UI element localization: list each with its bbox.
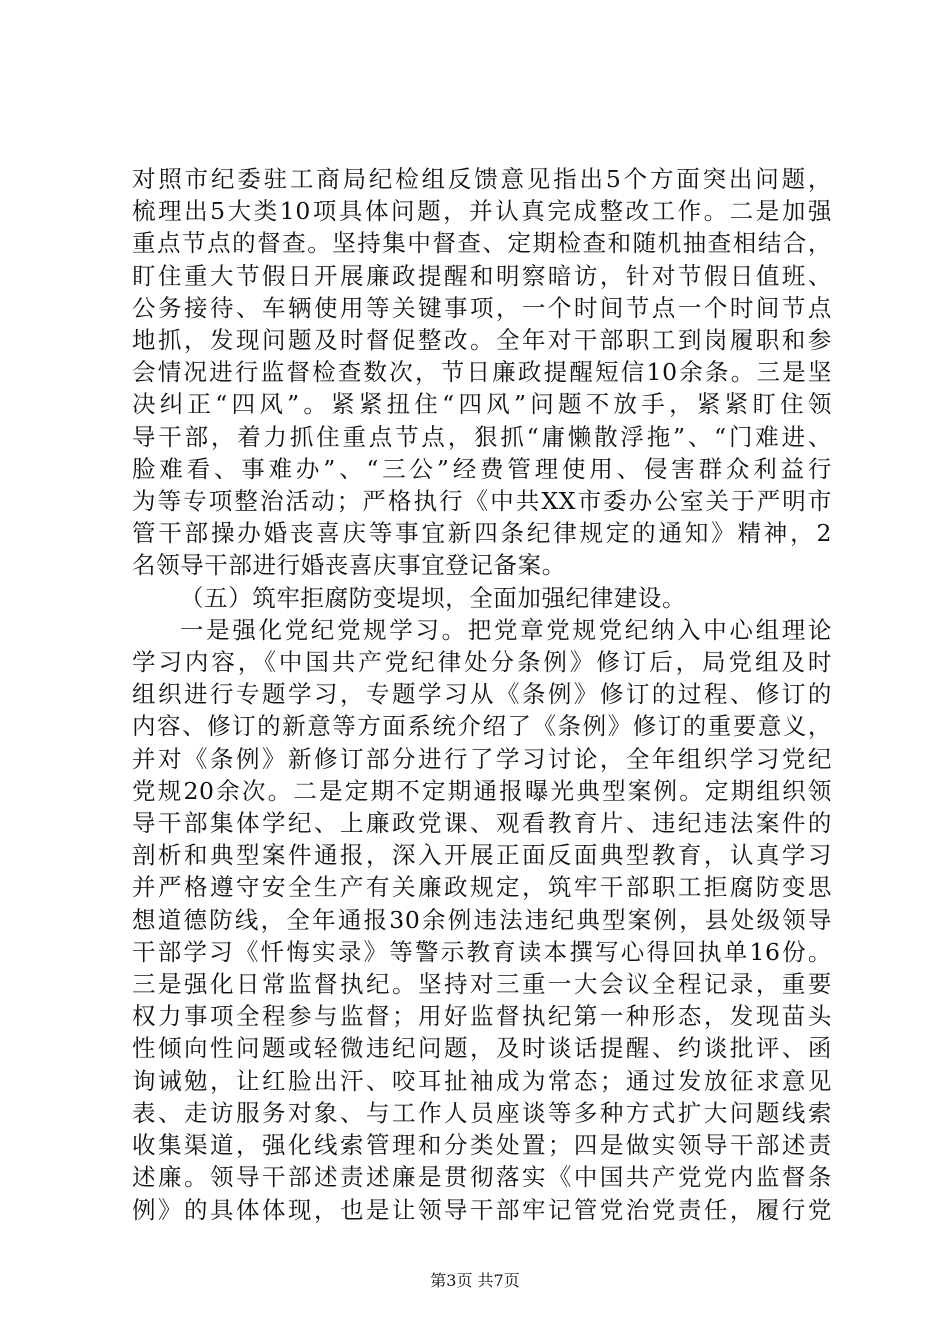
text-line: 盯住重大节假日开展廉政提醒和明察暗访，针对节假日值班、: [132, 261, 832, 290]
text-line: 询诫勉，让红脸出汗、咬耳扯袖成为常态；通过发放征求意见: [132, 1066, 832, 1095]
text-line: 学习内容，《中国共产党纪律处分条例》修订后，局党组及时: [132, 648, 832, 677]
text-line: 权力事项全程参与监督；用好监督执纪第一种形态，发现苗头: [132, 1002, 832, 1031]
text-line: 剖析和典型案件通报，深入开展正面反面典型教育，认真学习: [132, 841, 832, 870]
text-line: 决纠正“四风”。紧紧扭住“四风”问题不放手，紧紧盯住领: [132, 390, 832, 419]
section-heading: （五）筑牢拒腐防变堤坝，全面加强纪律建设。: [180, 583, 687, 612]
text-line: 并严格遵守安全生产有关廉政规定，筑牢干部职工拒腐防变思: [132, 873, 832, 902]
text-line: 收集渠道，强化线索管理和分类处置；四是做实领导干部述责: [132, 1131, 832, 1160]
text-line: 为等专项整治活动；严格执行《中共XX市委办公室关于严明市: [132, 487, 832, 516]
text-line: 管干部操办婚丧喜庆等事宜新四条纪律规定的通知》精神，2: [132, 519, 832, 548]
text-line: 并对《条例》新修订部分进行了学习讨论，全年组织学习党纪: [132, 744, 832, 773]
text-line: 党规20余次。二是定期不定期通报曝光典型案例。定期组织领: [132, 776, 832, 805]
text-line: 想道德防线，全年通报30余例违法违纪典型案例，县处级领导: [132, 905, 832, 934]
text-line: 组织进行专题学习，专题学习从《条例》修订的过程、修订的: [132, 680, 832, 709]
text-line: 公务接待、车辆使用等关键事项，一个时间节点一个时间节点: [132, 293, 832, 322]
text-line: 脸难看、事难办”、“三公”经费管理使用、侵害群众利益行: [132, 454, 832, 483]
text-line: 三是强化日常监督执纪。坚持对三重一大会议全程记录，重要: [132, 970, 832, 999]
body-text: [132, 163, 832, 1226]
text-line: 名领导干部进行婚丧喜庆事宜登记备案。: [132, 551, 566, 580]
text-line: 重点节点的督查。坚持集中督查、定期检查和随机抽查相结合，: [132, 229, 832, 258]
text-line: 对照市纪委驻工商局纪检组反馈意见指出5个方面突出问题，: [132, 165, 832, 193]
text-line: 内容、修订的新意等方面系统介绍了《条例》修订的重要意义，: [132, 712, 832, 741]
text-line: 例》的具体体现，也是让领导干部牢记管党治党责任，履行党: [132, 1195, 832, 1224]
text-line: 表、走访服务对象、与工作人员座谈等多种方式扩大问题线索: [132, 1098, 832, 1127]
text-line: 干部学习《忏悔实录》等警示教育读本撰写心得回执单16份。: [132, 937, 832, 966]
text-line: 一是强化党纪党规学习。把党章党规党纪纳入中心组理论: [180, 615, 832, 644]
text-line: 地抓，发现问题及时督促整改。全年对干部职工到岗履职和参: [132, 326, 832, 355]
text-line: 性倾向性问题或轻微违纪问题，及时谈话提醒、约谈批评、函: [132, 1034, 832, 1063]
text-line: 导干部，着力抓住重点节点，狠抓“庸懒散浮拖”、“门难进、: [132, 422, 832, 451]
text-line: 会情况进行监督检查数次，节日廉政提醒短信10余条。三是坚: [132, 358, 832, 387]
text-line: 述廉。领导干部述责述廉是贯彻落实《中国共产党党内监督条: [132, 1163, 832, 1192]
text-line: 导干部集体学纪、上廉政党课、观看教育片、违纪违法案件的: [132, 809, 832, 838]
page-footer: 第3页 共7页: [430, 1271, 520, 1290]
text-line: 梳理出5大类10项具体问题，并认真完成整改工作。二是加强: [132, 197, 832, 226]
